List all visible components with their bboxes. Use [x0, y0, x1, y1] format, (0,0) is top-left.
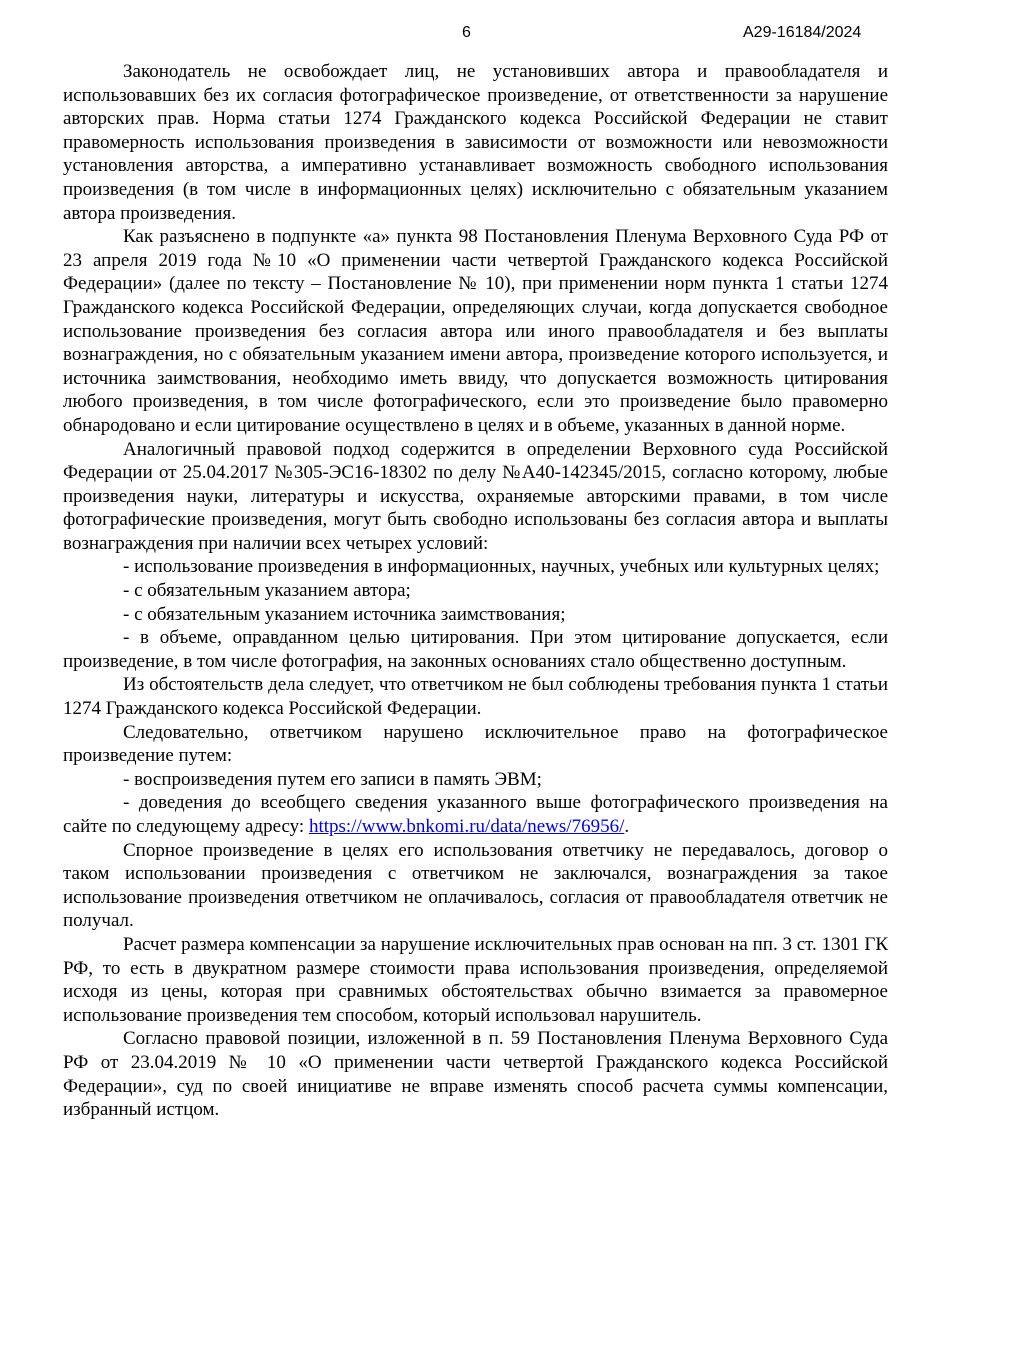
case-number: А29-16184/2024 [743, 24, 862, 41]
document-body [63, 60, 888, 1122]
paragraph-plenum-98: Как разъяснено в подпункте «а» пункта 98 Постановления Пленума Верховного Суда РФ от 23 апреля 2019 года №10 «О применении части четвертой Гражданского кодекса Российской Федерации» (далее по тексту – Постановление № 10), при применении норм пункта 1 статьи 1274 Гражданского кодекса Российской Федерации, определяющих случаи, когда допускается свободное использование произведения без согласия автора или иного правообладателя и без выплаты вознаграждения, но с обязательным указанием имени автора, произведение которого используется, и источника заимствования, необходимо иметь ввиду, что допускается возможность цитирования любого произведения, в том числе фотографического, если это произведение было правомерно обнародовано и если цитирование осуществлено в целях и в объеме, указанных в данной норме. [63, 226, 888, 436]
paragraph-no-agreement: Спорное произведение в целях его использования ответчику не передавалось, договор о таком использовании произведения с ответчиком не заключался, вознаграждения за такое использование произведения ответчиком не оплачивалось, согласия от правообладателя ответчик не получал. [63, 839, 888, 932]
paragraph-violation-intro: Следовательно, ответчиком нарушено исключительное право на фотографическое произведение путем: [63, 721, 888, 767]
source-url-link[interactable]: https://www.bnkomi.ru/data/news/76956/ [308, 816, 625, 837]
list-item-violation-publication: - доведения до всеобщего сведения указанного выше фотографического произведения на сайте по следующему адресу: https://www.bnkomi.ru/data/news/76956/. [63, 792, 888, 837]
list-item-condition-purpose: - использование произведения в информационных, научных, учебных или культурных целях; [123, 556, 880, 578]
paragraph-plenum-59: Согласно правовой позиции, изложенной в п. 59 Постановления Пленума Верховного Суда РФ от 23.04.2019 № 10 «О применении части четвертой Гражданского кодекса Российской Федерации», суд по своей инициативе не вправе изменять способ расчета суммы компенсации, избранный истцом. [63, 1028, 888, 1121]
list-item-violation-copy: - воспроизведения путем его записи в память ЭВМ; [123, 768, 542, 790]
paragraph-supreme-court-ruling: Аналогичный правовой подход содержится в определении Верховного суда Российской Федерации от 25.04.2017 №305-ЭС16-18302 по делу №А40-142345/2015, согласно которому, любые произведения науки, литературы и искусства, охраняемые авторскими правами, в том числе фотографические произведения, могут быть свободно использованы без согласия автора и выплаты вознаграждения при наличии всех четырех условий: [63, 438, 888, 554]
list-item-condition-author: - с обязательным указанием автора; [123, 580, 411, 602]
list-item-condition-source: - с обязательным указанием источника заимствования; [123, 603, 566, 625]
paragraph-compensation-calculation: Расчет размера компенсации за нарушение исключительных прав основан на пп. 3 ст. 1301 ГК РФ, то есть в двукратном размере стоимости права использования произведения, определяемой исходя из цены, которая при сравнимых обстоятельствах обычно взимается за правомерное использование произведения тем способом, который использовал нарушитель. [63, 933, 888, 1026]
list-item-condition-volume: - в объеме, оправданном целью цитирования. При этом цитирование допускается, если произведение, в том числе фотография, на законных основаниях стало общественно доступным. [63, 627, 888, 672]
page-number: 6 [462, 24, 471, 41]
paragraph-requirements-not-met: Из обстоятельств дела следует, что ответчиком не был соблюдены требования пункта 1 статьи 1274 Гражданского кодекса Российской Федерации. [63, 674, 888, 720]
paragraph-legislator-liability: Законодатель не освобождает лиц, не установивших автора и правообладателя и использовавших без их согласия фотографическое произведение, от ответственности за нарушение авторских прав. Норма статьи 1274 Гражданского кодекса Российской Федерации не ставит правомерность использования произведения в зависимости от возможности или невозможности установления авторства, а императивно устанавливает возможность свободного использования произведения (в том числе в информационных целях) исключительно с обязательным указанием автора произведения. [63, 61, 888, 224]
